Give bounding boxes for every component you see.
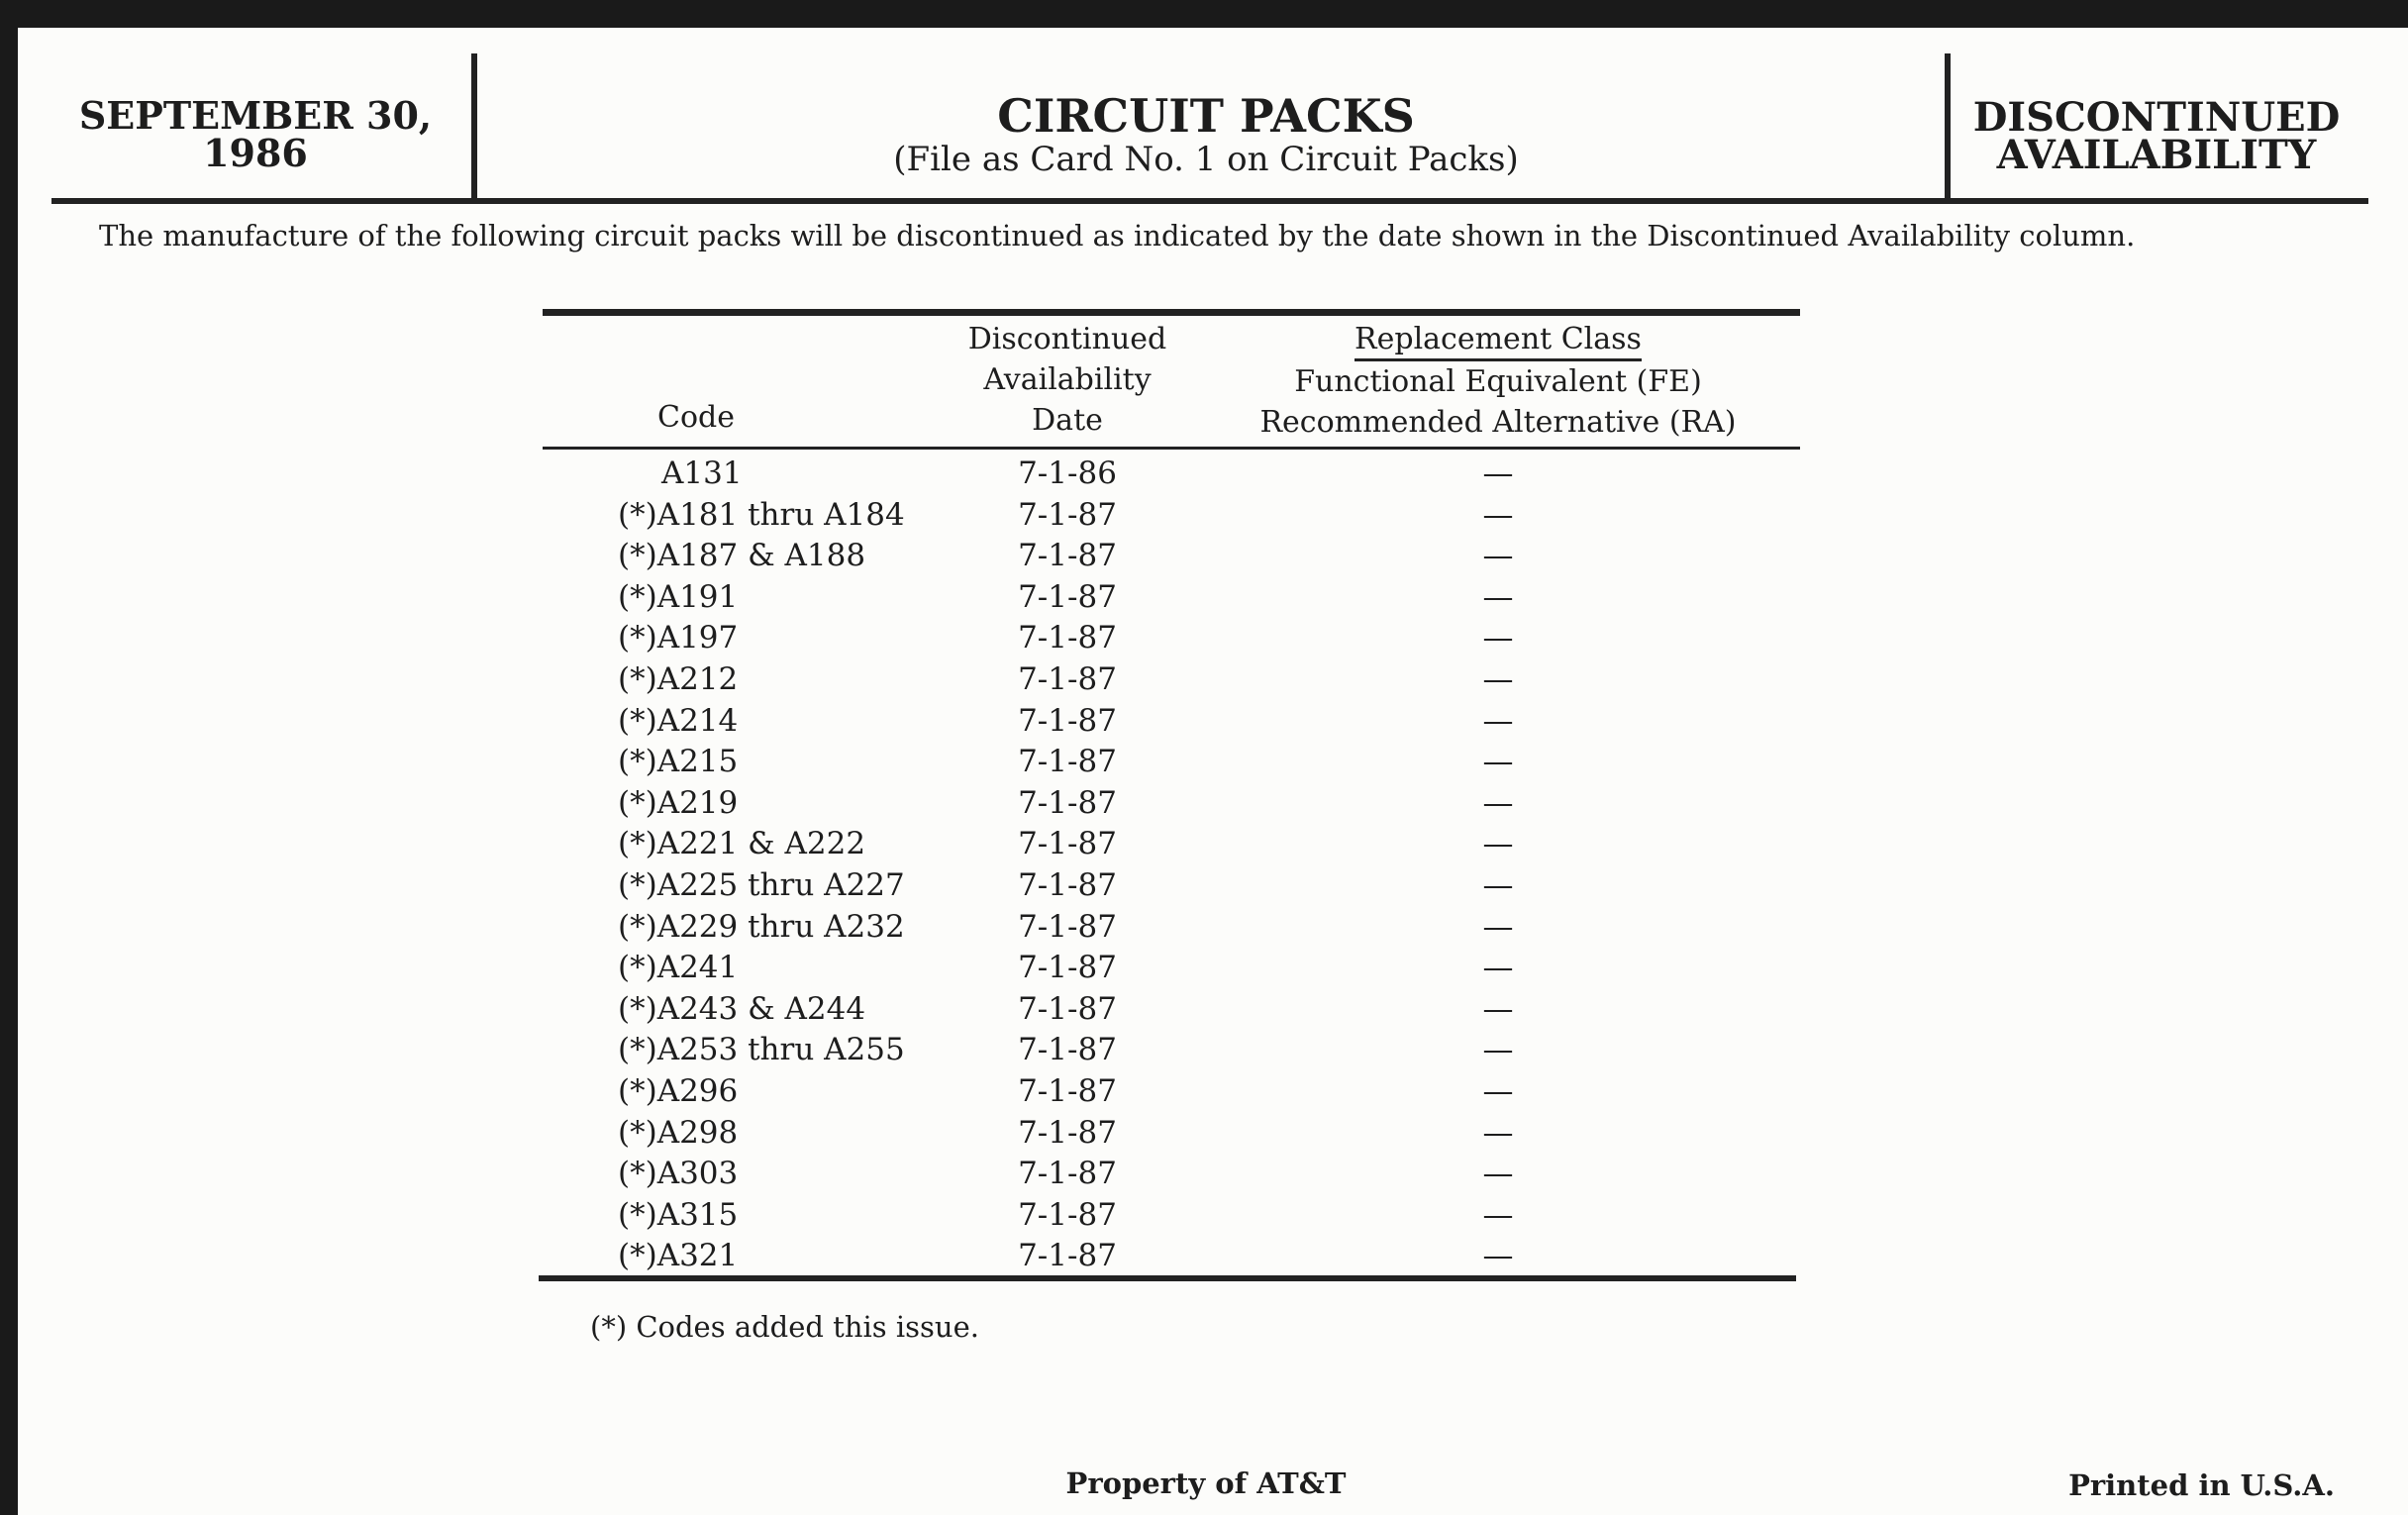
table-bottom-rule [539, 1275, 1796, 1281]
cell-date: 7-1-87 [1018, 784, 1117, 821]
cell-code: (*)A298 [618, 1114, 739, 1151]
cell-date: 7-1-87 [1018, 538, 1117, 574]
table-row [543, 907, 1800, 949]
cell-date: 7-1-87 [1018, 660, 1117, 697]
cell-date: 7-1-87 [1018, 620, 1117, 656]
cell-code: (*)A219 [618, 784, 739, 821]
cell-code: (*)A197 [618, 620, 739, 656]
cell-replacement: — [1482, 1238, 1514, 1274]
cell-replacement: — [1482, 702, 1514, 739]
table-row [543, 536, 1800, 577]
page-title-block [475, 91, 1937, 178]
column-header-date: Discontinued Availability Date [967, 322, 1167, 438]
cell-replacement: — [1482, 866, 1514, 903]
cell-code: (*)A229 thru A232 [618, 908, 905, 945]
table-body [543, 454, 1800, 1277]
cell-replacement: — [1482, 620, 1514, 656]
cell-code: (*)A315 [618, 1196, 739, 1233]
cell-replacement: — [1482, 1072, 1514, 1109]
header-divider-right [1945, 53, 1951, 200]
cell-replacement: — [1482, 826, 1514, 862]
cell-date: 7-1-87 [1018, 1156, 1117, 1192]
page-title: CIRCUIT PACKS [997, 89, 1415, 143]
cell-code: (*)A241 [618, 950, 739, 986]
cell-date: 7-1-87 [1018, 1032, 1117, 1068]
cell-code: (*)A187 & A188 [618, 538, 866, 574]
cell-replacement: — [1482, 578, 1514, 615]
table-row [543, 824, 1800, 865]
table-top-rule [543, 309, 1800, 316]
cell-replacement: — [1482, 1156, 1514, 1192]
column-header-code: Code [657, 400, 735, 435]
table-row [543, 659, 1800, 701]
table-footnote: (*) Codes added this issue. [590, 1310, 979, 1344]
cell-date: 7-1-87 [1018, 1072, 1117, 1109]
cell-replacement: — [1482, 455, 1514, 491]
intro-paragraph: The manufacture of the following circuit packs will be discontinued as indicated by the date shown in the Discontinued Availability column. [99, 219, 2136, 252]
cell-replacement: — [1482, 908, 1514, 945]
table-row [543, 618, 1800, 659]
table-row [543, 1071, 1800, 1113]
cell-code: (*)A321 [618, 1238, 739, 1274]
cell-replacement: — [1482, 660, 1514, 697]
cell-replacement: — [1482, 496, 1514, 533]
cell-date: 7-1-87 [1018, 744, 1117, 780]
cell-replacement: — [1482, 990, 1514, 1027]
issue-date: SEPTEMBER 30, 1986 [78, 93, 433, 175]
cell-date: 7-1-87 [1018, 908, 1117, 945]
footer-printed: Printed in U.S.A. [2068, 1468, 2335, 1502]
column-header-replacement: Replacement Class Functional Equivalent (FE) Recommended Alternative (RA) [1259, 322, 1737, 440]
cell-code: (*)A191 [618, 578, 739, 615]
table-row [543, 495, 1800, 537]
cell-replacement: — [1482, 950, 1514, 986]
table-row [543, 865, 1800, 907]
table-row [543, 1030, 1800, 1071]
table-row [543, 1154, 1800, 1195]
header-rule [51, 198, 2368, 204]
cell-date: 7-1-87 [1018, 496, 1117, 533]
footer-property: Property of AT&T [1065, 1466, 1347, 1500]
cell-replacement: — [1482, 1114, 1514, 1151]
cell-code: (*)A212 [618, 660, 739, 697]
cell-date: 7-1-87 [1018, 1114, 1117, 1151]
page-subtitle: (File as Card No. 1 on Circuit Packs) [893, 140, 1519, 179]
cell-replacement: — [1482, 784, 1514, 821]
cell-date: 7-1-87 [1018, 990, 1117, 1027]
cell-code: (*)A296 [618, 1072, 739, 1109]
cell-date: 7-1-87 [1018, 578, 1117, 615]
cell-code: (*)A214 [618, 702, 739, 739]
table-row [543, 989, 1800, 1031]
cell-date: 7-1-87 [1018, 866, 1117, 903]
cell-date: 7-1-87 [1018, 1196, 1117, 1233]
cell-replacement: — [1482, 1196, 1514, 1233]
section-label: DISCONTINUED AVAILABILITY [1972, 94, 2341, 178]
cell-date: 7-1-87 [1018, 950, 1117, 986]
cell-code: A131 [661, 455, 743, 491]
cell-date: 7-1-87 [1018, 826, 1117, 862]
table-row [543, 742, 1800, 783]
cell-code: (*)A215 [618, 744, 739, 780]
cell-replacement: — [1482, 1032, 1514, 1068]
cell-replacement: — [1482, 744, 1514, 780]
cell-date: 7-1-86 [1018, 455, 1117, 491]
cell-code: (*)A221 & A222 [618, 826, 866, 862]
cell-code: (*)A225 thru A227 [618, 866, 905, 903]
table-header-rule [543, 447, 1800, 450]
table-row [543, 454, 1800, 495]
table-row [543, 701, 1800, 743]
table-row [543, 577, 1800, 619]
cell-code: (*)A303 [618, 1156, 739, 1192]
cell-date: 7-1-87 [1018, 1238, 1117, 1274]
cell-code: (*)A253 thru A255 [618, 1032, 905, 1068]
cell-code: (*)A181 thru A184 [618, 496, 905, 533]
cell-code: (*)A243 & A244 [618, 990, 866, 1027]
table-row [543, 1113, 1800, 1155]
table-row [543, 948, 1800, 989]
cell-replacement: — [1482, 538, 1514, 574]
document-card [18, 28, 2408, 1515]
table-row [543, 1236, 1800, 1277]
cell-date: 7-1-87 [1018, 702, 1117, 739]
table-row [543, 1195, 1800, 1237]
table-row [543, 783, 1800, 825]
